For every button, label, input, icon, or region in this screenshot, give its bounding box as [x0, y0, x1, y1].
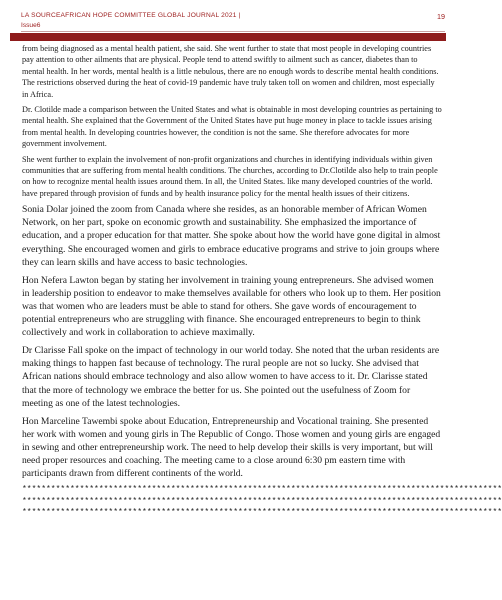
paragraph: from being diagnosed as a mental health patient, she said. She went further to state that most people in developing countries pay attention to other ailments that are physical. People tend to attend swiftly to ailment such as cancer, diabetes than to mental health. In her words, mental health is a little nebulous, there are no enough words to describe mental health conditions. The restrictions observed during the heat of covid-19 pandemic have truly taken toll on women and children, most especially in Africa. — [22, 44, 439, 99]
paragraph: Sonia Dolar joined the zoom from Canada where she resides, as an honorable member of African Women Network, on her part, spoke on economic growth and sustainability. She emphasized the importance of education, and a proper education for that matter. She spoke about how the world have gone digital in almost everything. She encouraged women and girls to embrace educative programs and strive to join groups where they can learn skills and have access to basic technologies. — [22, 204, 441, 268]
paragraph: Hon Nefera Lawton began by stating her involvement in training young entrepreneurs. She advised women in leadership position to endeavor to make themselves available for others who look up to them. Her position was that women who are leaders must be able to stand for others. She gave words of encouragement to potential entrepreneurs who are struggling with finance. She encouraged entrepreneurs to begin to think collectively and work in collaboration to achieve maximally. — [22, 274, 441, 339]
paragraph: Dr Clarisse Fall spoke on the impact of technology in our world today. She noted that the urban residents are making things to happen fast because of technology. The rural people are not so lucky. She advised that African nations should embrace technology and also allow women to have access to it. Dr. Clarisse stated that the more of technology we embrace the better for us. She pointed out the usefulness of Zoom for meeting as one of the latest technologies. — [22, 345, 440, 409]
issue-label: Issue6 — [21, 22, 41, 29]
paragraph: Dr. Clotilde made a comparison between the United States and what is obtainable in most developing countries as pertaining to mental health. She explained that the Government of the United States have put huge money in place to tackle issues arising from mental health. In developing countries however, the condition is not the same. She therefore advocates for more government involvement. — [22, 105, 442, 149]
header-rule — [21, 31, 445, 32]
header-band — [10, 33, 446, 41]
page-header — [21, 12, 445, 32]
page-number: 19 — [437, 12, 445, 21]
separator-line: **************************************************************************************************** — [22, 507, 502, 517]
article-body — [22, 43, 502, 517]
separator-line: **************************************************************************************************** — [22, 496, 502, 506]
paragraph: Hon Marceline Tawembi spoke about Education, Entrepreneurship and Vocational training. She presented her work with women and young girls in The Republic of Congo. Those women and young girls are engaged in sewing and other entrepreneurship work. The need to help develop their skills is very important, but will need proper resources and coaching. The meeting came to a close around 6:30 pm eastern time with participants drawn from different continents of the world. — [22, 415, 441, 480]
journal-title: LA SOURCEAFRICAN HOPE COMMITTEE GLOBAL JOURNAL 2021 | — [21, 12, 241, 19]
paragraph: She went further to explain the involvement of non-profit organizations and churches in identifying individuals within given communities that are suffering from mental health conditions. The churches, according to Dr.Clotilde also help to train people on how to recognize mental health issues around them. In all, the United States. like many developed countries of the world. have prepared through provision of funds and by health insurance policy for the mental health issues of their citizens. — [22, 154, 438, 198]
separator-line: **************************************************************************************************** — [22, 485, 502, 495]
